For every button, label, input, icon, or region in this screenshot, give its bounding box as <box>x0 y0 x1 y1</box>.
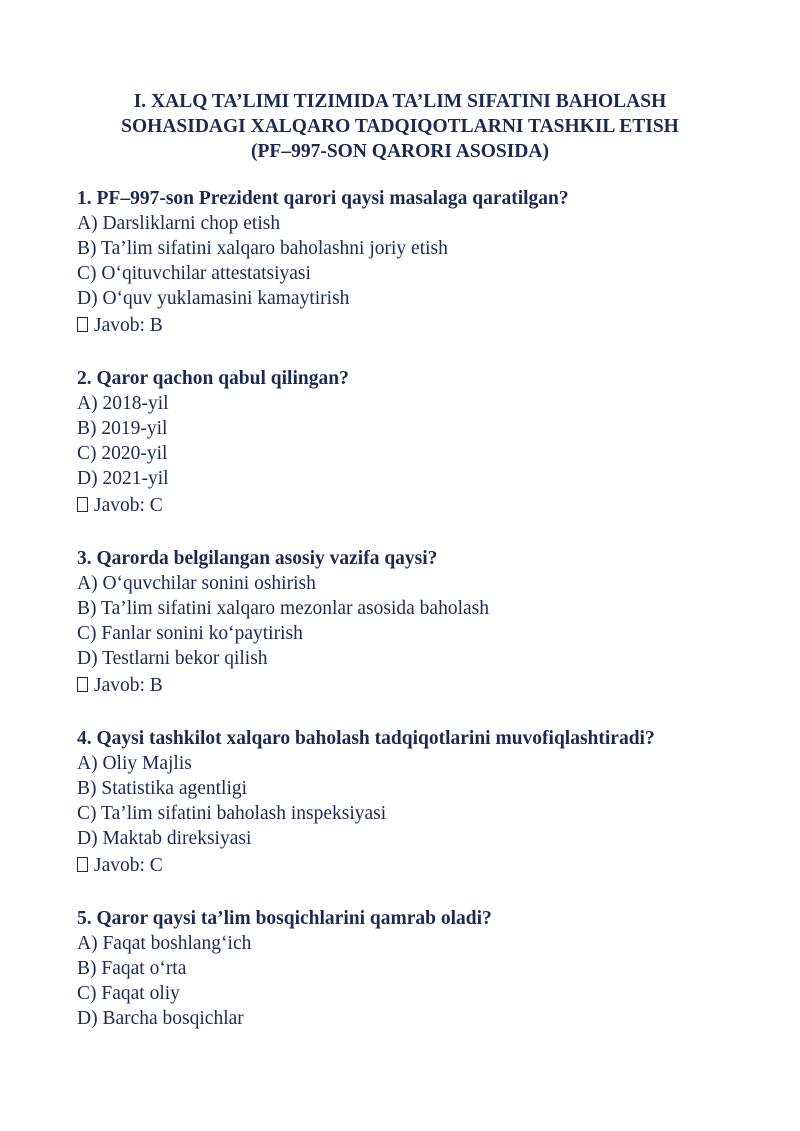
answer-option: C) O‘qituvchilar attestatsiyasi <box>77 263 311 284</box>
answer-option: A) O‘quvchilar sonini oshirish <box>77 573 316 594</box>
title-line: SOHASIDAGI XALQARO TADQIQOTLARNI TASHKIL ETISH <box>121 116 679 137</box>
missing-glyph-box-icon <box>77 677 88 692</box>
missing-glyph-box-icon <box>77 857 88 872</box>
answer-option: D) O‘quv yuklamasini kamaytirish <box>77 288 350 309</box>
question-1 <box>77 186 757 340</box>
question-4 <box>77 726 757 880</box>
question-list <box>77 186 757 1057</box>
correct-answer <box>77 671 757 700</box>
answer-option: D) Maktab direksiyasi <box>77 828 252 849</box>
title-line: I. XALQ TA’LIMI TIZIMIDA TA’LIM SIFATINI BAHOLASH <box>133 91 667 112</box>
answer-option: B) 2019-yil <box>77 418 168 439</box>
question-text: 5. Qaror qaysi ta’lim bosqichlarini qamrab oladi? <box>77 908 492 929</box>
question-5 <box>77 906 757 1031</box>
answer-option: C) Ta’lim sifatini baholash inspeksiyasi <box>77 803 387 824</box>
answer-option: C) Fanlar sonini ko‘paytirish <box>77 623 303 644</box>
answer-option: A) Faqat boshlang‘ich <box>77 933 252 954</box>
missing-glyph-box-icon <box>77 317 88 332</box>
answer-option: D) Barcha bosqichlar <box>77 1008 244 1029</box>
correct-answer <box>77 311 757 340</box>
answer-option: B) Ta’lim sifatini xalqaro baholashni joriy etish <box>77 238 448 259</box>
answer-option: B) Ta’lim sifatini xalqaro mezonlar asosida baholash <box>77 598 489 619</box>
answer-option: D) Testlarni bekor qilish <box>77 648 268 669</box>
correct-answer <box>77 491 757 520</box>
question-3 <box>77 546 757 700</box>
question-text: 2. Qaror qachon qabul qilingan? <box>77 368 349 389</box>
title-line: (PF–997-SON QARORI ASOSIDA) <box>251 141 549 162</box>
missing-glyph-box-icon <box>77 497 88 512</box>
correct-answer <box>77 851 757 880</box>
answer-option: A) Oliy Majlis <box>77 753 192 774</box>
answer-text: Javob: B <box>94 675 163 696</box>
answer-option: C) 2020-yil <box>77 443 168 464</box>
answer-option: A) Darsliklarni chop etish <box>77 213 281 234</box>
document-title <box>60 89 740 164</box>
answer-text: Javob: C <box>94 855 163 876</box>
answer-option: D) 2021-yil <box>77 468 169 489</box>
question-text: 4. Qaysi tashkilot xalqaro baholash tadqiqotlarini muvofiqlashtiradi? <box>77 728 655 749</box>
answer-option: C) Faqat oliy <box>77 983 180 1004</box>
answer-option: A) 2018-yil <box>77 393 169 414</box>
question-text: 1. PF–997-son Prezident qarori qaysi masalaga qaratilgan? <box>77 188 569 209</box>
answer-text: Javob: B <box>94 315 163 336</box>
question-2 <box>77 366 757 520</box>
answer-option: B) Statistika agentligi <box>77 778 248 799</box>
answer-option: B) Faqat o‘rta <box>77 958 187 979</box>
question-text: 3. Qarorda belgilangan asosiy vazifa qaysi? <box>77 548 438 569</box>
answer-text: Javob: C <box>94 495 163 516</box>
